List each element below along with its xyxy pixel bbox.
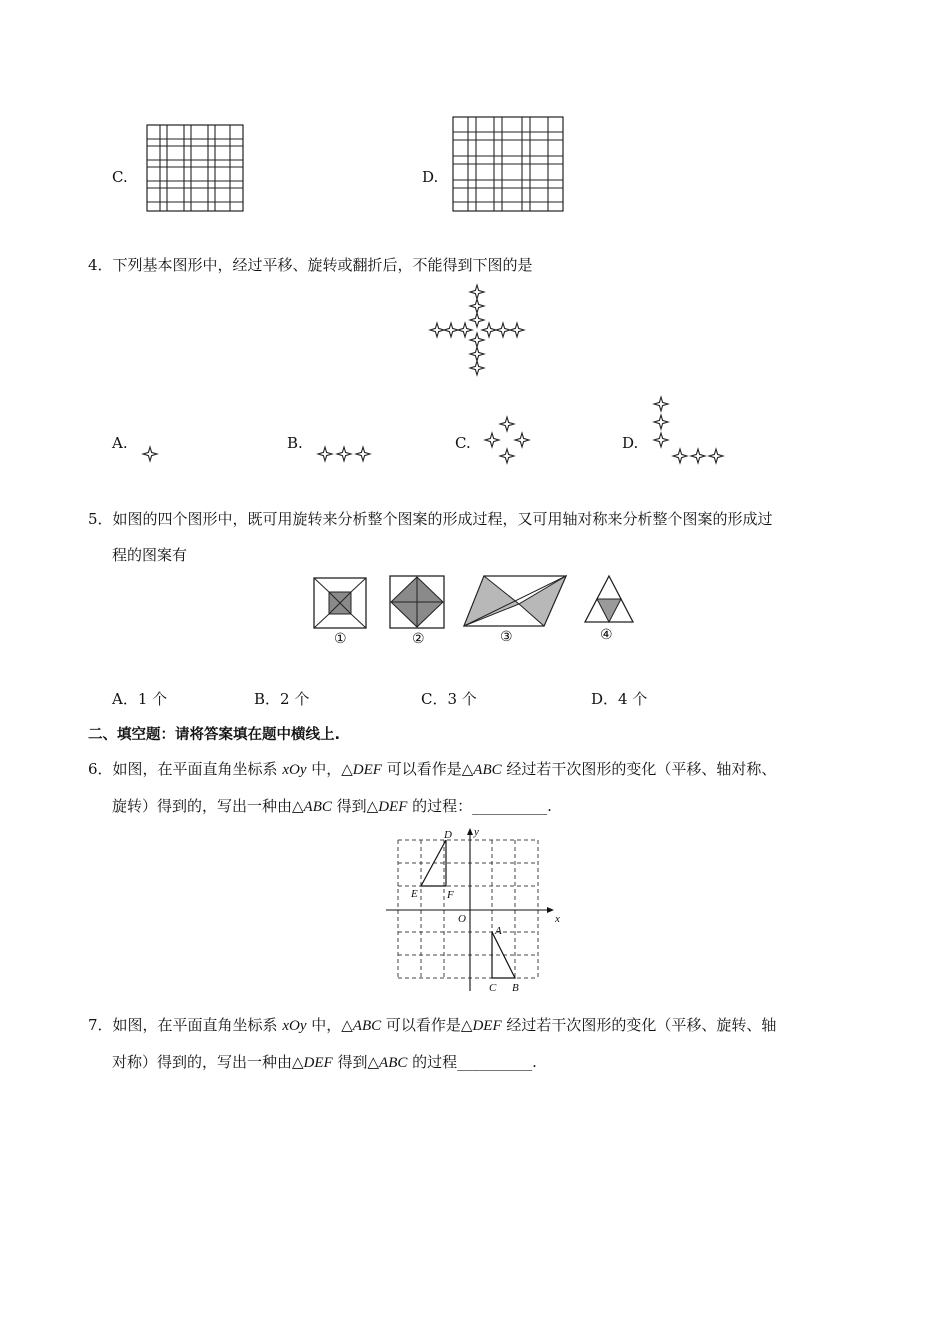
q6-line2-pre: 旋转）得到的，写出一种由△ xyxy=(112,797,304,815)
q4-option-a-star xyxy=(140,444,160,464)
graph-label-o: O xyxy=(458,913,466,925)
q6-line1-pre: 如图，在平面直角坐标系 xyxy=(112,760,283,778)
q5-figure-1-label: ① xyxy=(334,631,347,647)
q7-line2-mid: 得到△ xyxy=(332,1053,380,1071)
q5-figure-2-label: ② xyxy=(412,631,425,647)
q3-option-d-label: D. xyxy=(422,168,439,186)
q6-line1-post: 经过若干次图形的变化（平移、轴对称、 xyxy=(501,760,777,778)
q5-figure-3-label: ③ xyxy=(500,629,513,645)
q5-option-a: A．1 个 xyxy=(112,690,168,708)
section-2-heading: 二、填空题：请将答案填在题中横线上. xyxy=(88,727,341,743)
q6-question-line1 xyxy=(88,758,776,779)
q5-text-line2: 程的图案有 xyxy=(112,546,188,564)
q7-var-def: DEF xyxy=(472,1018,502,1034)
q6-coordinate-graph xyxy=(384,826,564,996)
star-cross-figure xyxy=(430,284,524,376)
q6-line2-var-abc: ABC xyxy=(303,799,332,815)
q6-line1-mid1: 中，△ xyxy=(306,760,353,778)
graph-label-d: D xyxy=(444,829,452,841)
q5-figure-2 xyxy=(389,575,445,629)
q7-line2-pre: 对称）得到的，写出一种由△ xyxy=(112,1053,304,1071)
q5-option-c: C．3 个 xyxy=(421,690,477,708)
q4-option-d-stars xyxy=(650,394,730,468)
q4-option-a-label: A. xyxy=(112,434,128,452)
graph-label-a: A xyxy=(495,925,502,937)
q4-option-c-label: C. xyxy=(455,434,471,452)
q6-line2-var-def: DEF xyxy=(378,799,408,815)
q7-var-abc: ABC xyxy=(352,1018,382,1034)
q5-figure-4 xyxy=(583,574,635,624)
graph-label-c: C xyxy=(489,982,497,994)
q4-text: 下列基本图形中，经过平移、旋转或翻折后，不能得到下图的是 xyxy=(112,256,533,274)
q4-question xyxy=(88,254,533,275)
q5-question-line1 xyxy=(88,508,773,529)
q7-line1-mid2: 可以看作是△ xyxy=(381,1016,473,1034)
q3-option-c-label: C. xyxy=(112,168,128,186)
weave-pattern-c xyxy=(146,124,244,212)
q5-figure-4-label: ④ xyxy=(600,627,613,643)
graph-label-x: x xyxy=(555,913,560,925)
graph-label-y: y xyxy=(474,826,479,838)
q6-question-line2 xyxy=(112,795,552,816)
q5-text-line1: 如图的四个图形中，既可用旋转来分析整个图案的形成过程，又可用轴对称来分析整个图案的形成过 xyxy=(112,510,773,528)
q7-line1-mid1: 中，△ xyxy=(306,1016,353,1034)
q5-figure-3 xyxy=(462,574,568,628)
q4-option-c-stars xyxy=(482,414,532,466)
q5-figure-1 xyxy=(313,577,367,629)
q6-var-xoy: xOy xyxy=(282,762,307,778)
q7-question-line2 xyxy=(112,1051,537,1072)
q6-number: 6． xyxy=(88,760,113,778)
q6-line2-mid: 得到△ xyxy=(331,797,379,815)
graph-label-f: F xyxy=(447,889,454,901)
q6-var-abc: ABC xyxy=(473,762,502,778)
q5-option-d: D．4 个 xyxy=(591,690,648,708)
q5-option-b: B．2 个 xyxy=(254,690,310,708)
q7-line2-post: 的过程__________. xyxy=(407,1053,537,1071)
q6-line2-post: 的过程：__________. xyxy=(407,797,552,815)
weave-pattern-d xyxy=(452,116,564,212)
q7-line1-pre: 如图，在平面直角坐标系 xyxy=(112,1016,283,1034)
q4-option-b-label: B. xyxy=(287,434,303,452)
q7-line2-var-def: DEF xyxy=(303,1055,333,1071)
q7-line1-post: 经过若干次图形的变化（平移、旋转、轴 xyxy=(501,1016,777,1034)
q6-var-def: DEF xyxy=(352,762,382,778)
q7-question-line1 xyxy=(88,1014,776,1035)
q5-number: 5． xyxy=(88,510,113,528)
q7-var-xoy: xOy xyxy=(282,1018,307,1034)
q4-number: 4． xyxy=(88,256,113,274)
graph-label-b: B xyxy=(512,982,519,994)
q6-line1-mid2: 可以看作是△ xyxy=(381,760,474,778)
q7-line2-var-abc: ABC xyxy=(379,1055,408,1071)
q7-number: 7． xyxy=(88,1016,113,1034)
q4-option-d-label: D. xyxy=(622,434,639,452)
graph-label-e: E xyxy=(411,888,418,900)
q4-option-b-stars xyxy=(316,444,374,464)
